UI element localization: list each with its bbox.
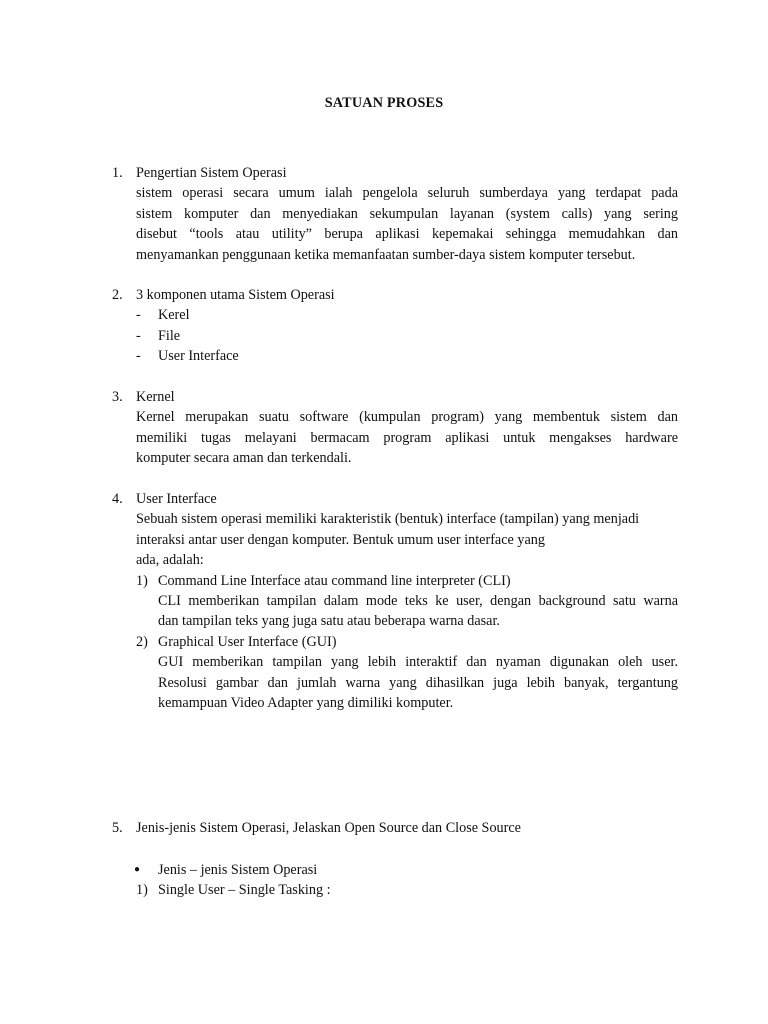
list-item [136,305,678,325]
paragraph-line: menyamankan penggunaan ketika memanfaatan sumber-daya sistem komputer tersebut. [136,246,636,263]
dash-marker: - [136,348,141,365]
paragraph-line: CLI memberikan tampilan dalam mode teks ke user, dengan background satu warna [158,593,678,610]
paragraph-line: sistem operasi secara umum ialah pengelola seluruh sumberdaya yang terdapat pada [136,185,678,202]
dash-marker: - [136,307,141,324]
list-item-title: Graphical User Interface (GUI) [158,633,337,650]
list-item [136,571,678,632]
list-item [136,326,678,346]
list-item [136,632,678,714]
list-item [128,880,678,900]
paragraph-line: sistem komputer dan menyediakan sekumpulan layanan (system calls) yang sering [136,205,678,222]
paragraph-line: disebut “tools atau utility” berupa aplikasi kepemakai sehingga memudahkan dan [136,226,678,243]
paragraph-line: dan tampilan teks yang juga satu atau beberapa warna dasar. [158,613,500,630]
list-item [128,860,678,880]
paragraph-line: komputer secara aman dan terkendali. [136,450,352,467]
paragraph-line: kemampuan Video Adapter yang dimiliki komputer. [158,695,454,712]
document-title: SATUAN PROSES [324,95,444,111]
list-item-text: File [158,327,181,344]
paragraph-line: Resolusi gambar dan jumlah warna yang dihasilkan juga lebih banyak, tergantung [158,674,678,691]
list-item-title: Command Line Interface atau command line interpreter (CLI) [158,572,511,589]
section-heading: Jenis-jenis Sistem Operasi, Jelaskan Open Source dan Close Source [136,820,521,836]
item-number: 2) [136,633,148,650]
section-number: 2. [112,287,123,303]
list-item [136,346,678,366]
section-3 [112,387,678,469]
section-number: 4. [112,491,123,507]
paragraph-line: Kernel merupakan suatu software (kumpulan program) yang membentuk sistem dan [136,409,678,426]
item-number: 1) [136,882,148,899]
section-5 [112,818,678,838]
section-heading: Pengertian Sistem Operasi [136,165,287,181]
paragraph-line: GUI memberikan tampilan yang lebih interaktif dan nyaman digunakan oleh user. [158,654,678,671]
paragraph-line: interaksi antar user dengan komputer. Bentuk umum user interface yang [136,531,545,548]
bullet-icon: ● [134,864,141,875]
section-1 [112,163,678,265]
section-number: 5. [112,820,123,836]
section-4 [112,489,678,713]
interface-list [136,571,678,714]
section-heading: User Interface [136,491,217,507]
paragraph-line: memiliki tugas melayani bermacam program aplikasi untuk mengakses hardware [136,429,678,446]
list-item-text: Single User – Single Tasking : [158,882,331,899]
list-item-text: Jenis – jenis Sistem Operasi [158,862,318,878]
paragraph-line: ada, adalah: [136,552,204,569]
paragraph-line: Sebuah sistem operasi memiliki karakteristik (bentuk) interface (tampilan) yang menjadi [136,511,640,528]
component-list [136,305,678,366]
list-item-text: User Interface [158,348,239,365]
item-number: 1) [136,572,148,589]
section-number: 1. [112,165,123,181]
section-heading: Kernel [136,389,175,405]
section-heading: 3 komponen utama Sistem Operasi [136,287,335,303]
list-item-text: Kerel [158,307,190,324]
section-number: 3. [112,389,123,405]
section-5-sublist [128,860,678,901]
dash-marker: - [136,327,141,344]
section-2 [112,285,678,367]
